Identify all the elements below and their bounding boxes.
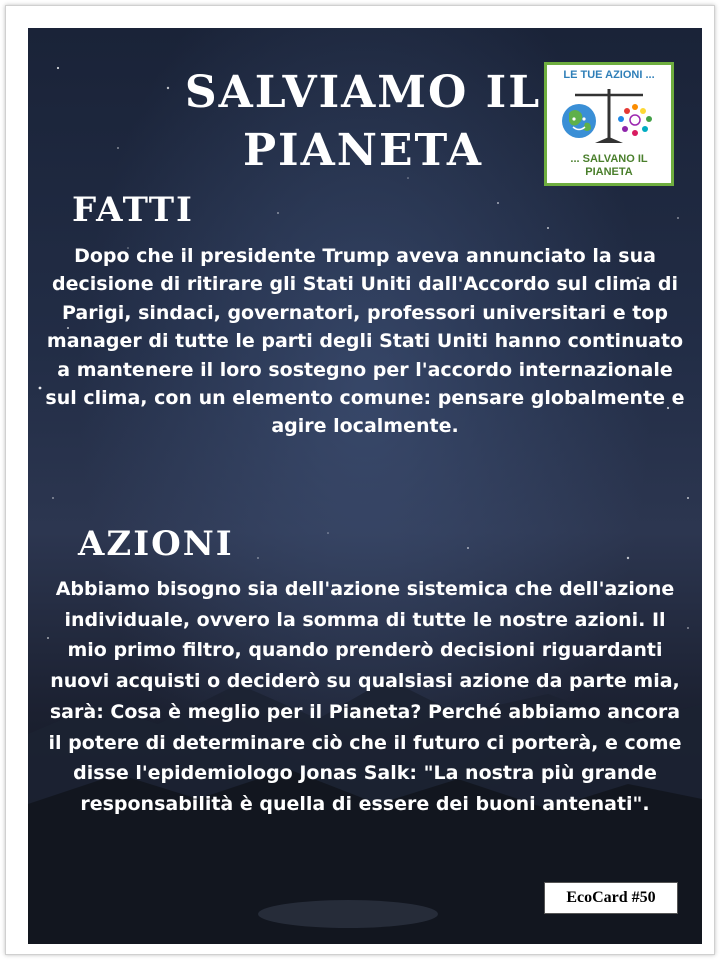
ecocard-number-tag: EcoCard #50 [544, 882, 678, 914]
card-frame [5, 5, 715, 955]
card-title: SALVIAMO IL PIANETA [184, 67, 542, 176]
balance-scale-globe-icon [555, 83, 663, 149]
section-body-azioni: Abbiamo bisogno sia dell'azione sistemica che dell'azione individuale, ovvero la somma di tutte le nostre azioni. Il mio primo filtro, quando prenderò decisioni riguardanti nuovi acquisti o deciderò su qualsiasi azione da parte mia, sarà: Cosa è meglio per il Pianeta? Perché abbiamo ancora il potere di determinare ciò che il futuro ci porterà, e come disse l'epidemiologo Jonas Salk: "La nostra più grande responsabilità è quella di essere dei buoni antenati". [48, 578, 682, 815]
section-heading-fatti: FATTI [72, 190, 194, 230]
badge-top-text: LE TUE AZIONI ... [563, 69, 655, 81]
badge-bottom-text: ... SALVANO IL PIANETA [570, 153, 648, 178]
section-body-fatti: Dopo che il presidente Trump aveva annunciato la sua decisione di ritirare gli Stati Uniti dall'Accordo sul clima di Parigi, sindaci, governatori, professori universitari e top manager di tutte le parti degli Stati Uniti hanno continuato a mantenere il loro sostegno per l'accordo internazionale sul clima, con un elemento comune: pensare globalmente e agire localmente. [45, 245, 685, 438]
section-heading-azioni: AZIONI [78, 524, 234, 564]
eco-logo-badge [544, 62, 674, 186]
eco-card [28, 28, 702, 944]
